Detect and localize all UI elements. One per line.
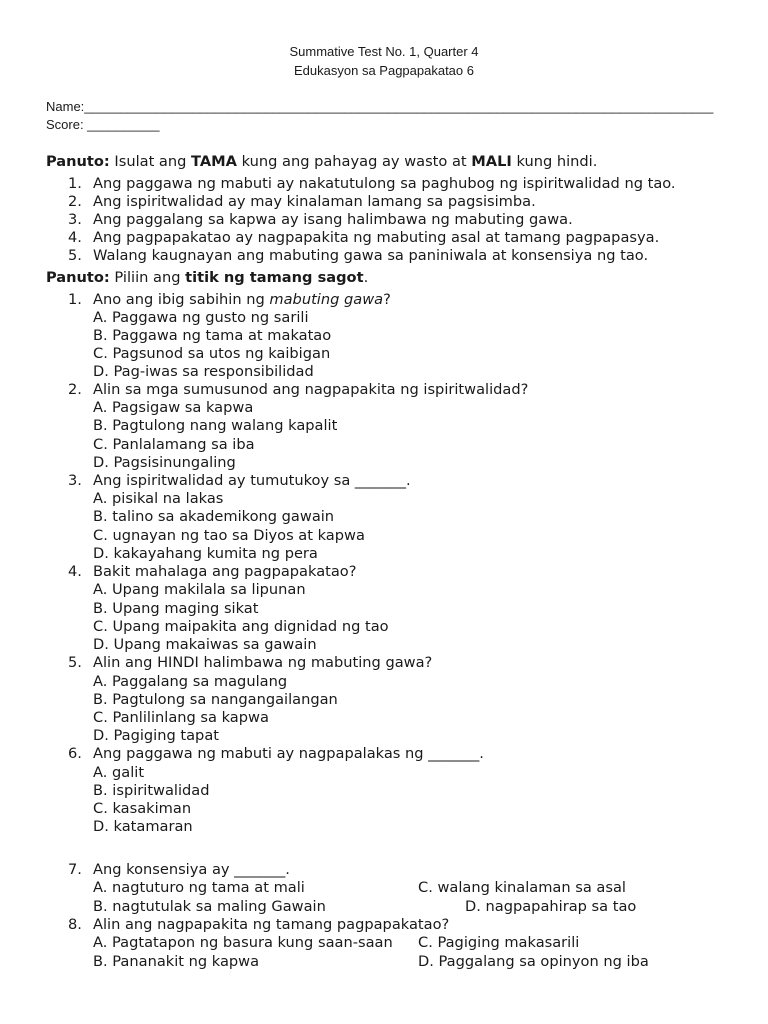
tf-item-number: 1. — [68, 175, 82, 192]
tf-item: Ang paggalang sa kapwa ay isang halimbawa ng mabuting gawa. — [93, 211, 573, 228]
subject-title: Edukasyon sa Pagpapakatao 6 — [294, 63, 474, 78]
question-text: Alin sa mga sumusunod ang nagpapakita ng ispiritwalidad? — [93, 381, 529, 398]
question-number: 6. — [68, 745, 82, 762]
mali-keyword: MALI — [471, 153, 512, 170]
answer-option: A. Upang makilala sa lipunan — [93, 581, 306, 598]
question-text-part: Ano ang ibig sabihin ng — [93, 291, 270, 308]
part2-instructions — [46, 269, 368, 287]
question-text: Ang ispiritwalidad ay tumutukoy sa _______. — [93, 472, 411, 489]
part1-instructions — [46, 153, 597, 171]
answer-option: B. Pananakit ng kapwa — [93, 953, 260, 970]
answer-option: D. Pagiging tapat — [93, 727, 219, 744]
instr-text: Piliin ang — [109, 269, 186, 286]
answer-option: A. galit — [93, 764, 145, 781]
instr-text: kung hindi. — [511, 153, 598, 170]
tf-item: Walang kaugnayan ang mabuting gawa sa paniniwala at konsensiya ng tao. — [93, 247, 649, 264]
score-field: Score: __________ — [46, 117, 160, 132]
question-text — [93, 291, 391, 309]
answer-option: B. Upang maging sikat — [93, 600, 259, 617]
question-number: 8. — [68, 916, 82, 933]
tama-keyword: TAMA — [191, 153, 237, 170]
answer-option: C. Panlalamang sa iba — [93, 436, 255, 453]
tf-item: Ang ispiritwalidad ay may kinalaman lamang sa pagsisimba. — [93, 193, 536, 210]
answer-option: D. katamaran — [93, 818, 193, 835]
answer-option: C. kasakiman — [93, 800, 192, 817]
name-field: Name:_______________________________________________________________________________________ — [46, 99, 714, 114]
question-text: Alin ang HINDI halimbawa ng mabuting gawa? — [93, 654, 433, 671]
tf-item-number: 4. — [68, 229, 82, 246]
tf-item-number: 2. — [68, 193, 82, 210]
answer-option: D. nagpapahirap sa tao — [465, 898, 637, 915]
answer-option: C. ugnayan ng tao sa Diyos at kapwa — [93, 527, 365, 544]
tf-item-number: 5. — [68, 247, 82, 264]
answer-option: A. Pagtatapon ng basura kung saan-saan — [93, 934, 393, 951]
tf-item: Ang paggawa ng mabuti ay nakatutulong sa paghubog ng ispiritwalidad ng tao. — [93, 175, 676, 192]
question-text: Ang paggawa ng mabuti ay nagpapalakas ng _______. — [93, 745, 484, 762]
answer-option: D. Pagsisinungaling — [93, 454, 236, 471]
answer-option: C. Upang maipakita ang dignidad ng tao — [93, 618, 389, 635]
question-number: 2. — [68, 381, 82, 398]
question-text-part: ? — [383, 291, 391, 308]
answer-option: A. Paggawa ng gusto ng sarili — [93, 309, 309, 326]
answer-option: B. Paggawa ng tama at makatao — [93, 327, 332, 344]
panuto-label: Panuto: — [46, 269, 110, 286]
answer-option: D. Pag-iwas sa responsibilidad — [93, 363, 314, 380]
question-text: Ang konsensiya ay _______. — [93, 861, 290, 878]
instr-bold: titik ng tamang sagot — [185, 269, 364, 286]
question-number: 1. — [68, 291, 82, 308]
question-italic: mabuting gawa — [269, 291, 384, 308]
question-text: Alin ang nagpapakita ng tamang pagpapakatao? — [93, 916, 450, 933]
question-number: 7. — [68, 861, 82, 878]
tf-item-number: 3. — [68, 211, 82, 228]
answer-option: D. kakayahang kumita ng pera — [93, 545, 318, 562]
panuto-label: Panuto: — [46, 153, 110, 170]
instr-text: Isulat ang — [109, 153, 192, 170]
question-text: Bakit mahalaga ang pagpapakatao? — [93, 563, 357, 580]
answer-option: C. walang kinalaman sa asal — [418, 879, 626, 896]
answer-option: C. Panlilinlang sa kapwa — [93, 709, 269, 726]
answer-option: B. Pagtulong nang walang kapalit — [93, 417, 338, 434]
answer-option: A. Paggalang sa magulang — [93, 673, 288, 690]
question-number: 3. — [68, 472, 82, 489]
answer-option: D. Paggalang sa opinyon ng iba — [418, 953, 649, 970]
answer-option: B. talino sa akademikong gawain — [93, 508, 335, 525]
tf-item: Ang pagpapakatao ay nagpapakita ng mabuting asal at tamang pagpapasya. — [93, 229, 660, 246]
answer-option: D. Upang makaiwas sa gawain — [93, 636, 317, 653]
instr-text: . — [363, 269, 369, 286]
answer-option: C. Pagsunod sa utos ng kaibigan — [93, 345, 331, 362]
answer-option: A. Pagsigaw sa kapwa — [93, 399, 254, 416]
answer-option: C. Pagiging makasarili — [418, 934, 580, 951]
answer-option: A. nagtuturo ng tama at mali — [93, 879, 305, 896]
question-number: 4. — [68, 563, 82, 580]
instr-text: kung ang pahayag ay wasto at — [236, 153, 472, 170]
question-number: 5. — [68, 654, 82, 671]
answer-option: B. Pagtulong sa nangangailangan — [93, 691, 338, 708]
answer-option: A. pisikal na lakas — [93, 490, 224, 507]
answer-option: B. nagtutulak sa maling Gawain — [93, 898, 326, 915]
test-title: Summative Test No. 1, Quarter 4 — [289, 44, 479, 59]
answer-option: B. ispiritwalidad — [93, 782, 210, 799]
